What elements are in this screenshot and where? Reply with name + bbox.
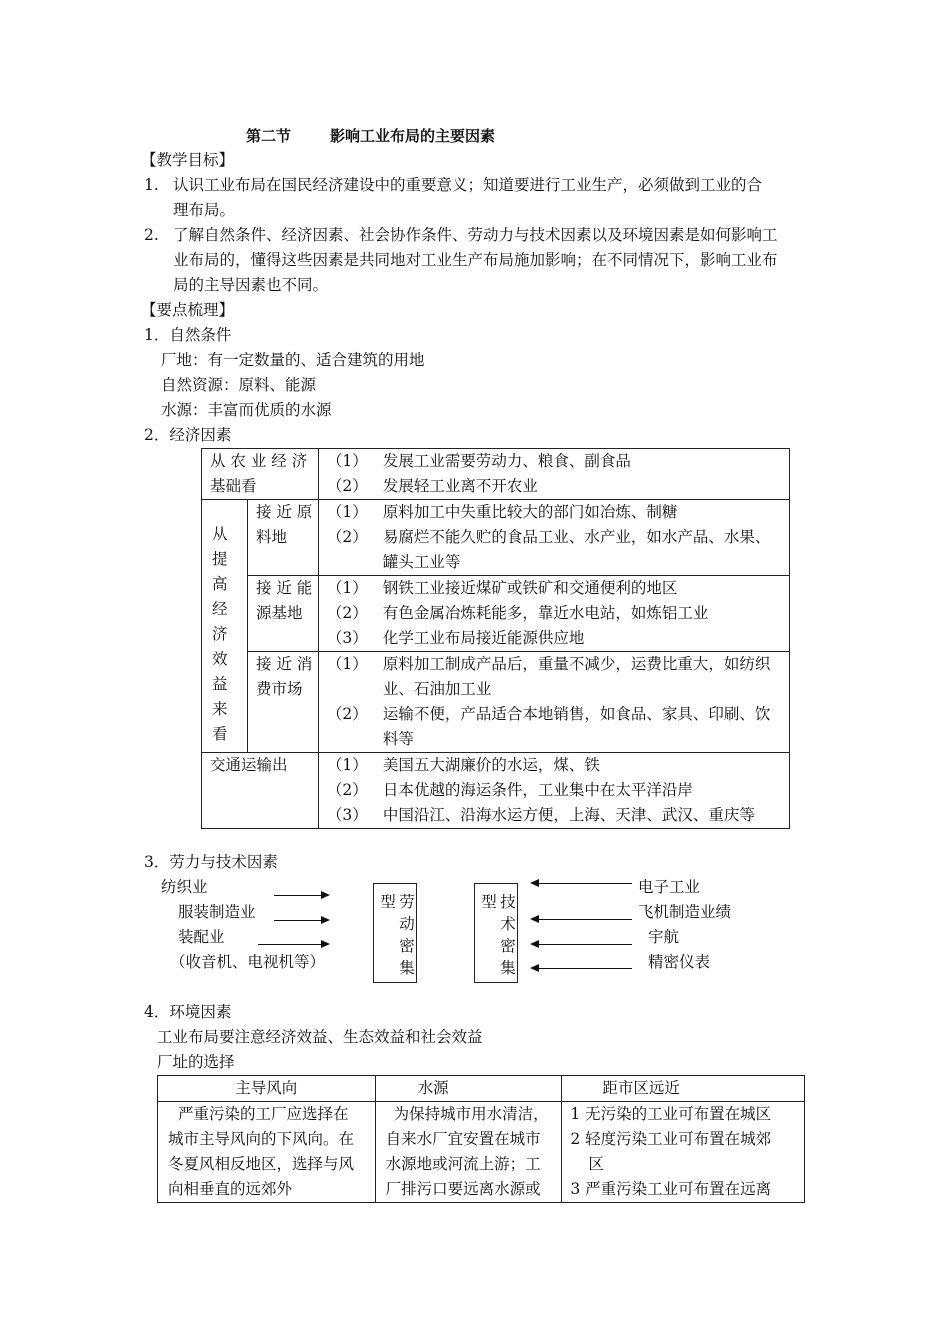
agri-item-text: 发展轻工业离不开农业 xyxy=(382,477,538,495)
wind-line: 严重污染的工厂应选择在 xyxy=(178,1105,349,1123)
side-label-cell xyxy=(202,500,248,753)
table-row xyxy=(202,576,790,652)
distance-cell xyxy=(562,1102,805,1203)
arrow-left-icon xyxy=(532,968,632,969)
raw-item-line: 易腐烂不能久贮的食品工业、水产业，如水产品、水果、 xyxy=(382,528,771,546)
economic-factors-table xyxy=(201,448,790,829)
header-wind: 主导风向 xyxy=(158,1076,376,1102)
wind-line: 冬夏风相反地区，选择与风 xyxy=(168,1155,355,1173)
water-line: 厂排污口要远离水源或 xyxy=(385,1180,541,1198)
distance-line: 2 轻度污染工业可布置在城郊 xyxy=(570,1130,772,1148)
raw-label-cell xyxy=(247,500,318,576)
market-item-num: （1） xyxy=(326,655,368,673)
s3-title: 3．劳力与技术因素 xyxy=(144,853,278,871)
tech-box-label: 技术密集 xyxy=(500,893,516,977)
market-label-line-1: 接 近 消 xyxy=(255,655,313,673)
market-item-text xyxy=(383,702,789,752)
labor-box-type: 型 xyxy=(380,893,396,911)
market-item-line: 料等 xyxy=(382,730,414,748)
tech-industry-3: 宇航 xyxy=(648,928,680,946)
energy-item-num: （3） xyxy=(326,629,368,647)
s4-line-1: 工业布局要注意经济效益、生态效益和社会效益 xyxy=(157,1028,483,1046)
agri-label-cell xyxy=(202,449,319,500)
goal-2-number: 2. xyxy=(144,226,159,244)
market-item-line: 业、石油加工业 xyxy=(382,680,492,698)
market-items-cell xyxy=(318,652,789,753)
tech-industry-1: 电子工业 xyxy=(638,878,701,896)
section-number: 第二节 xyxy=(246,127,292,145)
energy-item-num: （1） xyxy=(326,579,368,597)
market-item-num: （2） xyxy=(326,705,368,723)
labor-industry-note: （收音机、电视机等） xyxy=(170,953,326,971)
wind-line: 城市主导风向的下风向。在 xyxy=(168,1130,355,1148)
labor-industry-2: 服装制造业 xyxy=(178,903,256,921)
header-distance: 距市区远近 xyxy=(562,1076,805,1102)
goal-2-line-2: 业布局的，懂得这些因素是共同地对工业生产布局施加影响；在不同情况下，影响工业布 xyxy=(173,251,778,269)
table-row xyxy=(158,1102,805,1203)
table-row xyxy=(202,652,790,753)
s4-title: 4．环境因素 xyxy=(144,1003,232,1021)
water-line: 自来水厂宜安置在城市 xyxy=(385,1130,541,1148)
labor-industry-1: 纺织业 xyxy=(161,878,208,896)
raw-label-line-2: 料地 xyxy=(255,528,287,546)
table-row xyxy=(202,449,790,500)
transport-item-text: 美国五大湖廉价的水运，煤、铁 xyxy=(382,756,600,774)
energy-items-cell xyxy=(318,576,789,652)
market-item-line: 原料加工制成产品后，重量不减少，运费比重大，如纺织 xyxy=(382,655,771,673)
tech-box-type: 型 xyxy=(481,893,497,911)
transport-item-text: 中国沿江、沿海水运方便，上海、天津、武汉、重庆等 xyxy=(382,806,755,824)
points-header: 【要点梳理】 xyxy=(141,301,235,319)
arrow-right-icon xyxy=(258,944,328,945)
raw-items-cell xyxy=(318,500,789,576)
arrow-right-icon xyxy=(274,895,328,896)
distance-line: 1 无污染的工业可布置在城区 xyxy=(570,1105,772,1123)
raw-item-text xyxy=(383,525,789,575)
table-row xyxy=(202,500,790,576)
energy-item-num: （2） xyxy=(326,604,368,622)
labor-industry-3: 装配业 xyxy=(178,928,225,946)
transport-label-cell xyxy=(202,753,319,829)
transport-label: 交通运输出 xyxy=(210,756,288,774)
raw-item-line: 罐头工业等 xyxy=(382,553,461,571)
goal-2-line-3: 局的主导因素也不同。 xyxy=(173,276,329,294)
agri-label-line-2: 基础看 xyxy=(210,477,257,495)
arrow-left-icon xyxy=(532,919,632,920)
arrow-left-icon xyxy=(532,883,632,884)
tech-industry-4: 精密仪表 xyxy=(648,953,711,971)
arrow-right-icon xyxy=(274,920,328,921)
goal-1-number: 1. xyxy=(144,176,159,194)
transport-item-num: （1） xyxy=(326,756,368,774)
transport-item-num: （2） xyxy=(326,781,368,799)
energy-label-line-2: 源基地 xyxy=(255,604,303,622)
arrow-left-icon xyxy=(532,944,632,945)
s2-title: 2．经济因素 xyxy=(144,426,232,444)
goal-2-line-1: 了解自然条件、经济因素、社会协作条件、劳动力与技术因素以及环境因素是如何影响工 xyxy=(173,226,778,244)
energy-label-line-1: 接 近 能 xyxy=(255,579,313,597)
goals-header: 【教学目标】 xyxy=(141,151,235,169)
s1-item-1: 厂地：有一定数量的、适合建筑的用地 xyxy=(161,351,425,369)
water-line: 水源地或河流上游；工 xyxy=(385,1155,541,1173)
page-title: 影响工业布局的主要因素 xyxy=(330,127,496,145)
transport-items-cell xyxy=(318,753,789,829)
market-item-text xyxy=(383,652,789,702)
raw-item-num: （1） xyxy=(326,503,368,521)
raw-label-line-1: 接 近 原 xyxy=(255,503,313,521)
market-label-cell xyxy=(247,652,318,753)
s4-line-2: 厂址的选择 xyxy=(157,1053,235,1071)
distance-line: 3 严重污染工业可布置在远离 xyxy=(570,1180,772,1198)
energy-label-cell xyxy=(247,576,318,652)
wind-cell xyxy=(158,1102,376,1203)
s1-item-2: 自然资源：原料、能源 xyxy=(161,376,317,394)
market-item-line: 运输不便，产品适合本地销售，如食品、家具、印刷、饮 xyxy=(382,705,771,723)
agri-item-num: （1） xyxy=(326,452,368,470)
table-row xyxy=(202,753,790,829)
energy-item-text: 有色金属冶炼耗能多，靠近水电站，如炼铝工业 xyxy=(382,604,709,622)
labor-box-label: 劳动密集 xyxy=(399,893,415,977)
agri-item-num: （2） xyxy=(326,477,368,495)
transport-item-text: 日本优越的海运条件，工业集中在太平洋沿岸 xyxy=(382,781,693,799)
wind-line: 向相垂直的远郊外 xyxy=(168,1180,293,1198)
tech-industry-2: 飞机制造业绩 xyxy=(638,903,732,921)
transport-item-num: （3） xyxy=(326,806,368,824)
energy-item-text: 钢铁工业接近煤矿或铁矿和交通便利的地区 xyxy=(382,579,678,597)
agri-item-text: 发展工业需要劳动力、粮食、副食品 xyxy=(382,452,631,470)
agri-items-cell xyxy=(318,449,789,500)
energy-item-text: 化学工业布局接近能源供应地 xyxy=(382,629,585,647)
raw-item-num: （2） xyxy=(326,528,368,546)
site-selection-table xyxy=(157,1075,805,1203)
agri-label-line-1: 从 农 业 经 济 xyxy=(210,452,308,470)
s1-title: 1．自然条件 xyxy=(144,326,232,344)
table-header-row xyxy=(158,1076,805,1102)
water-cell xyxy=(375,1102,562,1203)
goal-1-line-1: 认识工业布局在国民经济建设中的重要意义；知道要进行工业生产，必须做到工业的合 xyxy=(173,176,763,194)
water-line: 为保持城市用水清洁， xyxy=(393,1105,549,1123)
goal-1-line-2: 理布局。 xyxy=(173,201,236,219)
s1-item-3: 水源：丰富而优质的水源 xyxy=(161,401,332,419)
header-water: 水源 xyxy=(375,1076,562,1102)
raw-item-text: 原料加工中失重比较大的部门如冶炼、制糖 xyxy=(382,503,678,521)
side-label: 从提高经济效益来看 xyxy=(212,525,228,743)
market-label-line-2: 费市场 xyxy=(255,680,303,698)
distance-line: 区 xyxy=(588,1155,604,1173)
